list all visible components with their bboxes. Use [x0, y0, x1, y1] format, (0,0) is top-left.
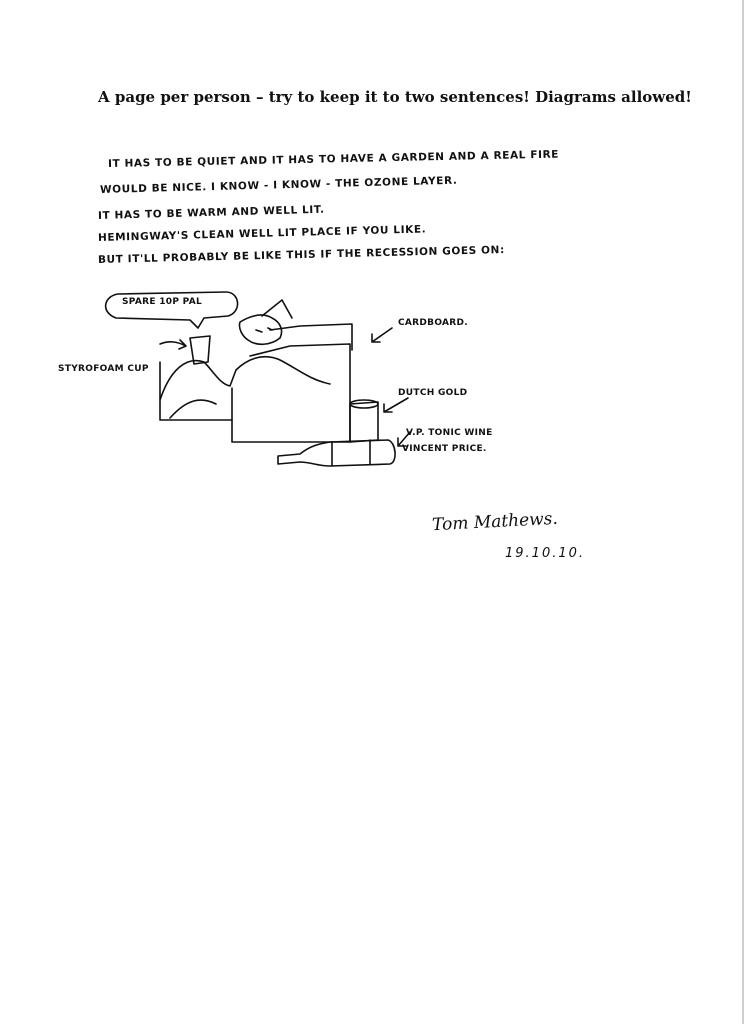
styrofoam-cup: [190, 336, 210, 364]
cardboard-arrow: [372, 328, 392, 342]
note-line-1: IT HAS TO BE QUIET AND IT HAS TO HAVE A GARDEN AND A REAL FIRE: [107, 148, 560, 170]
cup-arrow: [160, 340, 186, 349]
label-vincent-price: VINCENT PRICE.: [402, 444, 487, 454]
label-tonic-wine: V.P. TONIC WINE: [406, 428, 493, 438]
page-instruction: A page per person – try to keep it to two sentences! Diagrams allowed!: [98, 88, 692, 106]
note-line-3: IT HAS TO BE WARM AND WELL LIT.: [97, 203, 325, 222]
note-line-2: WOULD BE NICE. I KNOW - I KNOW - THE OZONE LAYER.: [99, 174, 458, 196]
note-line-4: HEMINGWAY'S CLEAN WELL LIT PLACE IF YOU LIKE.: [97, 223, 427, 244]
label-dutch-gold: DUTCH GOLD: [398, 388, 468, 398]
signature: Tom Mathews.: [431, 508, 559, 536]
wine-bottle: [278, 440, 395, 466]
label-styrofoam-cup: STYROFOAM CUP: [58, 364, 149, 374]
signature-date: 19.10.10.: [505, 546, 586, 561]
note-line-5: BUT IT'LL PROBABLY BE LIKE THIS IF THE RECESSION GOES ON:: [97, 244, 505, 266]
speech-bubble-text: SPARE 10P PAL: [122, 297, 203, 307]
figure-body: [160, 357, 330, 400]
can-arrow: [384, 398, 408, 412]
label-cardboard: CARDBOARD.: [398, 318, 469, 328]
